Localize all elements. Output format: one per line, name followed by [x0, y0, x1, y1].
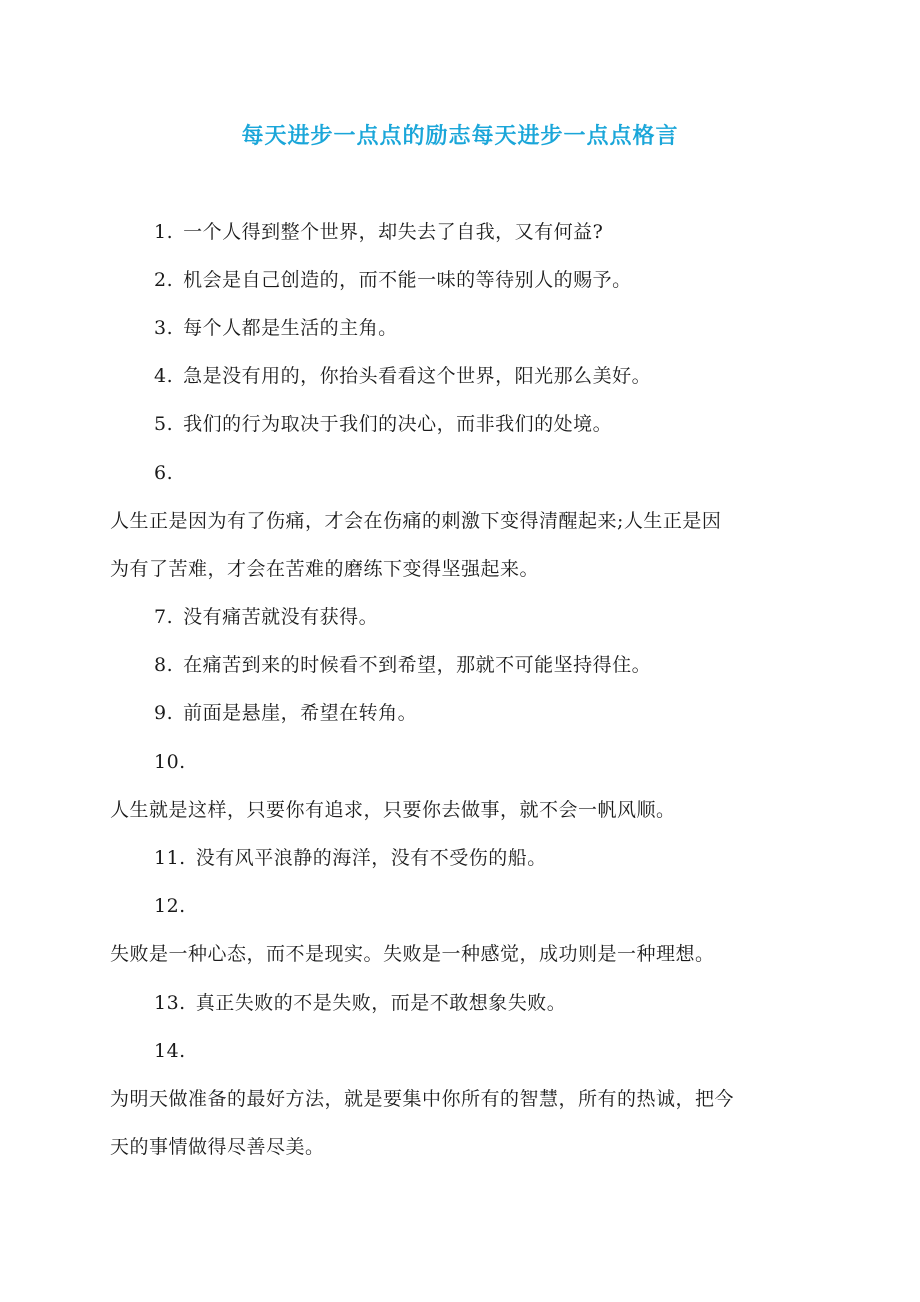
item-text-line: 人生就是这样，只要你有追求，只要你去做事，就不会一帆风顺。 — [110, 799, 676, 821]
item-text-line: 人生正是因为有了伤痛，才会在伤痛的刺激下变得清醒起来;人生正是因 — [110, 510, 722, 532]
item-text-line: 失败是一种心态，而不是现实。失败是一种感觉，成功则是一种理想。 — [110, 943, 715, 965]
item-number: 8. — [154, 654, 174, 676]
item-text: 没有风平浪静的海洋，没有不受伤的船。 — [195, 847, 547, 869]
item-number: 11. — [154, 847, 186, 869]
item-text: 一个人得到整个世界，却失去了自我，又有何益? — [183, 221, 604, 243]
item-text: 真正失败的不是失败，而是不敢想象失败。 — [195, 992, 567, 1014]
list-item — [154, 605, 378, 629]
list-item — [154, 653, 651, 677]
list-item — [154, 220, 603, 244]
item-number: 7. — [154, 606, 174, 628]
item-text: 机会是自己创造的，而不能一味的等待别人的赐予。 — [183, 269, 632, 291]
item-text: 在痛苦到来的时候看不到希望，那就不可能坚持得住。 — [183, 654, 652, 676]
list-item — [154, 316, 398, 340]
list-item — [154, 364, 651, 388]
item-number: 10. — [154, 751, 186, 773]
item-text: 前面是悬崖，希望在转角。 — [183, 702, 418, 724]
item-text: 急是没有用的，你抬头看看这个世界，阳光那么美好。 — [183, 365, 652, 387]
page-title: 每天进步一点点的励志每天进步一点点格言 — [241, 124, 679, 149]
item-number: 5. — [154, 413, 174, 435]
item-number: 13. — [154, 992, 186, 1014]
item-number: 14. — [154, 1040, 186, 1062]
item-text-line: 天的事情做得尽善尽美。 — [110, 1136, 325, 1158]
item-number: 4. — [154, 365, 174, 387]
item-number: 12. — [154, 895, 186, 917]
item-number: 6. — [154, 462, 174, 484]
list-item — [154, 701, 417, 725]
item-text: 每个人都是生活的主角。 — [183, 317, 398, 339]
list-item — [154, 991, 566, 1015]
item-number: 2. — [154, 269, 174, 291]
item-number: 9. — [154, 702, 174, 724]
item-number: 1. — [154, 221, 174, 243]
item-text-line: 为有了苦难，才会在苦难的磨练下变得坚强起来。 — [110, 558, 540, 580]
list-item — [154, 846, 547, 870]
list-item — [154, 412, 612, 436]
item-text-line: 为明天做准备的最好方法，就是要集中你所有的智慧，所有的热诚，把今 — [110, 1088, 735, 1110]
item-text: 没有痛苦就没有获得。 — [183, 606, 379, 628]
list-item — [154, 268, 632, 292]
item-text: 我们的行为取决于我们的决心，而非我们的处境。 — [183, 413, 613, 435]
item-number: 3. — [154, 317, 174, 339]
